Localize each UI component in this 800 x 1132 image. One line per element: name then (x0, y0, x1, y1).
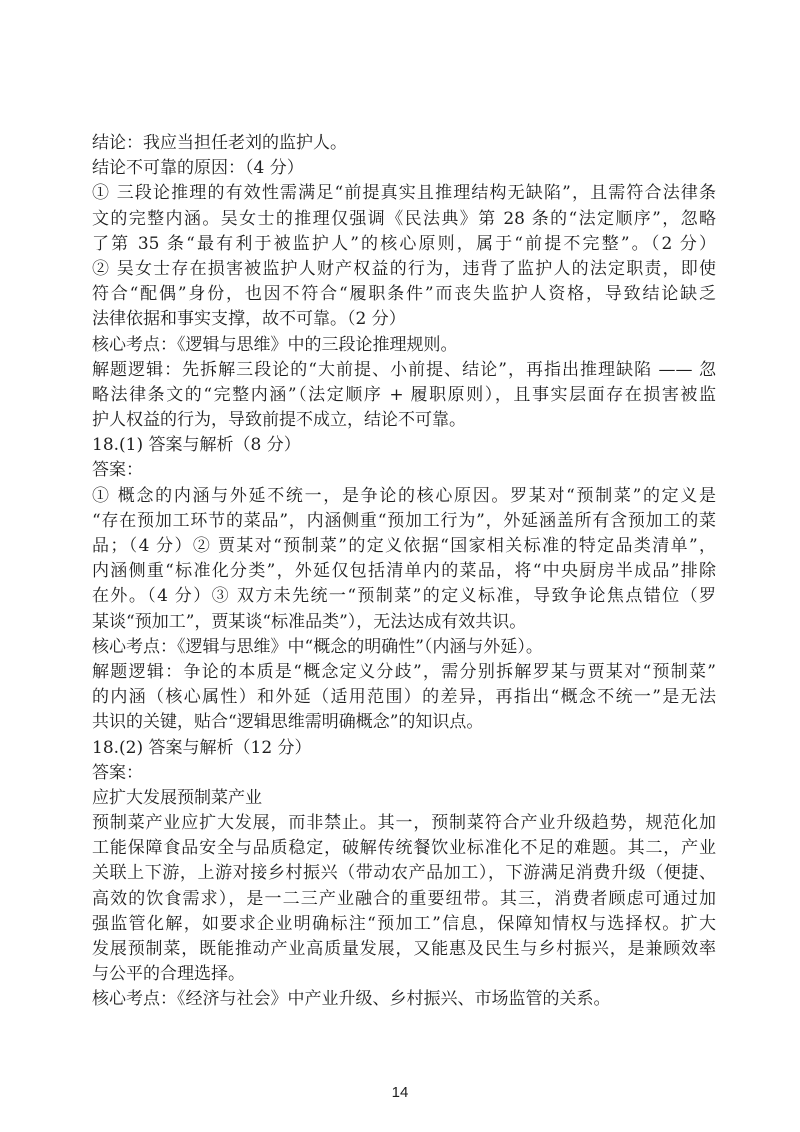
answer-label: 答案： (92, 762, 143, 783)
page-number: 14 (391, 1084, 409, 1101)
text-line: 在外。（4 分）③ 双方未先统一“预制菜”的定义标准，导致争论焦点错位（罗 (92, 586, 716, 607)
text-line: 工能保障食品安全与品质稳定，破解传统餐饮业标准化不足的难题。其二，产业 (92, 838, 716, 859)
text-line: 某谈“预加工”，贾某谈“标准品类”），无法达成有效共识。 (92, 611, 527, 632)
section-heading-18-1: 18.(1) 答案与解析（8 分） (92, 435, 301, 456)
core-point-line: 核心考点：《经济与社会》中产业升级、乡村振兴、市场监管的关系。 (92, 989, 611, 1010)
text-line: 强监管化解，如要求企业明确标注“预加工”信息，保障知情权与选择权。扩大 (92, 913, 716, 934)
text-line: 文的完整内涵。吴女士的推理仅强调《民法典》第 28 条的“法定顺序”，忽略 (92, 208, 716, 229)
text-line: 品；（4 分）② 贾某对“预制菜”的定义依据“国家相关标准的特定品类清单”， (92, 536, 716, 556)
solution-logic-line: 解题逻辑：先拆解三段论的“大前提、小前提、结论”，再指出推理缺陷 —— 忽 (92, 359, 716, 380)
text-line: 预制菜产业应扩大发展，而非禁止。其一，预制菜符合产业升级趋势，规范化加 (92, 813, 716, 834)
text-line: ② 吴女士存在损害被监护人财产权益的行为，违背了监护人的法定职责，即使 (92, 258, 716, 279)
document-body (92, 131, 716, 1013)
text-line: 符合“配偶”身份，也因不符合“履职条件”而丧失监护人资格，导致结论缺乏 (92, 284, 716, 305)
text-line: ① 三段论推理的有效性需满足“前提真实且推理结构无缺陷”，且需符合法律条 (92, 183, 716, 204)
text-line: 了第 35 条“最有利于被监护人”的核心原则，属于“前提不完整”。（2 分） (92, 233, 716, 254)
core-point-line: 核心考点：《逻辑与思维》中的三段论推理规则。 (92, 334, 458, 355)
section-heading-18-2: 18.(2) 答案与解析（12 分） (92, 737, 312, 758)
text-line: 略法律条文的“完整内涵”（法定顺序 + 履职原则），且事实层面存在损害被监 (92, 384, 716, 405)
answer-label: 答案： (92, 460, 143, 481)
text-line: ① 概念的内涵与外延不统一，是争论的核心原因。罗某对“预制菜”的定义是 (92, 485, 716, 506)
text-line: 法律依据和事实支撑，故不可靠。（2 分） (92, 309, 406, 330)
solution-logic-line: 解题逻辑：争论的本质是“概念定义分歧”，需分别拆解罗某与贾某对“预制菜” (92, 661, 716, 682)
text-line: 的内涵（核心属性）和外延（适用范围）的差异，再指出“概念不统一”是无法 (92, 687, 716, 708)
text-line: 与公平的合理选择。 (92, 964, 245, 985)
conclusion-line: 结论：我应当担任老刘的监护人。 (92, 133, 347, 153)
core-point-line: 核心考点：《逻辑与思维》中“概念的明确性”（内涵与外延）。 (92, 636, 543, 657)
text-line: 内涵侧重“标准化分类”，外延仅包括清单内的菜品，将“中央厨房半成品”排除 (92, 561, 716, 582)
text-line: 关联上下游，上游对接乡村振兴（带动农产品加工），下游满足消费升级（便捷、 (92, 863, 716, 884)
text-line: 护人权益的行为，导致前提不成立，结论不可靠。 (92, 410, 466, 431)
text-line: 发展预制菜，既能推动产业高质量发展，又能惠及民生与乡村振兴，是兼顾效率 (92, 939, 716, 959)
text-line: “存在预加工环节的菜品”，内涵侧重“预加工行为”，外延涵盖所有含预加工的菜 (92, 510, 716, 531)
text-line: 共识的关键，贴合“逻辑思维需明确概念”的知识点。 (92, 712, 484, 733)
answer-title: 应扩大发展预制菜产业 (92, 787, 262, 808)
text-line: 高效的饮食需求），是一二三产业融合的重要纽带。其三，消费者顾虑可通过加 (92, 888, 716, 909)
reason-heading: 结论不可靠的原因：（4 分） (92, 158, 304, 179)
